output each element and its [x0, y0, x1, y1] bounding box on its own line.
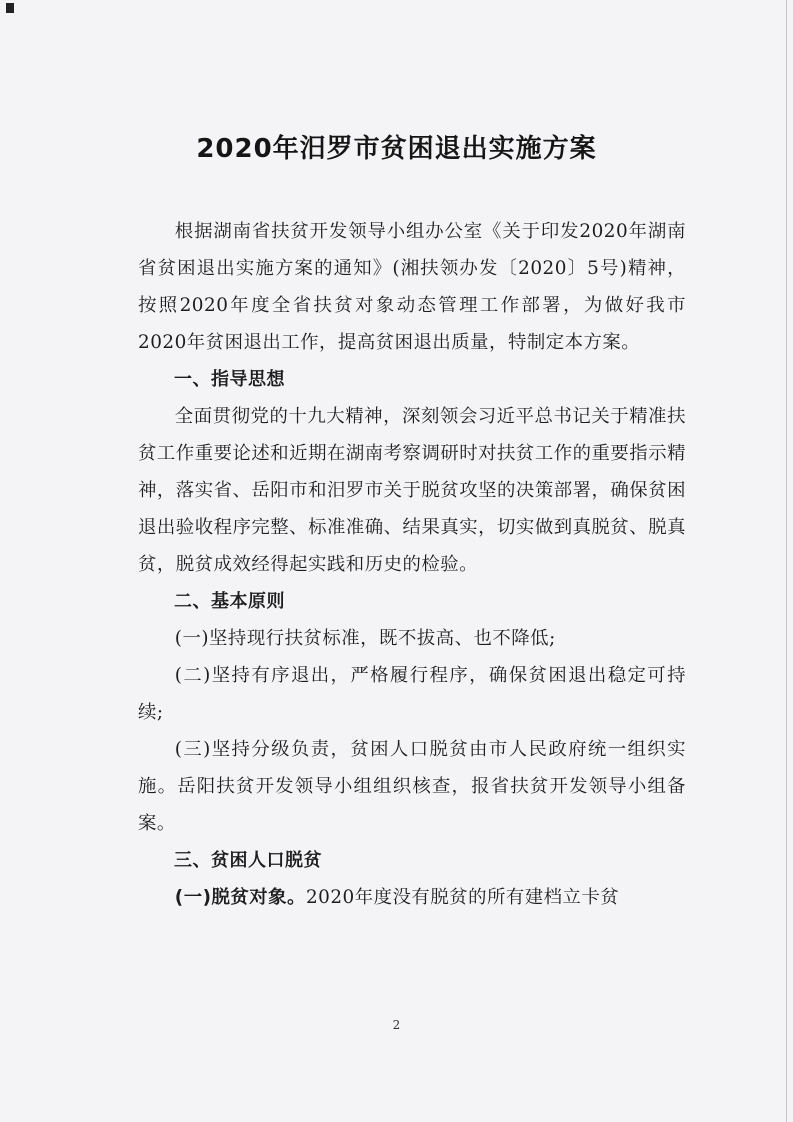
intro-paragraph: 根据湖南省扶贫开发领导小组办公室《关于印发2020年湖南省贫困退出实施方案的通知》(湘扶领办发〔2020〕5号)精神，按照2020年度全省扶贫对象动态管理工作部署，为做好我市2020年贫困退出工作，提高贫困退出质量，特制定本方案。: [138, 221, 686, 353]
section-heading-guiding-ideology: 一、指导思想: [174, 369, 285, 390]
document-title: 2020年汨罗市贫困退出实施方案: [196, 134, 597, 164]
guiding-ideology-paragraph: 全面贯彻党的十九大精神，深刻领会习近平总书记关于精准扶贫工作重要论述和近期在湖南考察调研时对扶贫工作的重要指示精神，落实省、岳阳市和汨罗市关于脱贫攻坚的决策部署，确保贫困退出验收程序完整、标准准确、结果真实，切实做到真脱贫、脱真贫，脱贫成效经得起实践和历史的检验。: [138, 406, 686, 575]
item-label: (一)脱贫对象。: [174, 887, 306, 908]
scan-edge-line: [786, 0, 787, 1122]
poverty-exit-item-1: [138, 879, 686, 916]
section-heading-basic-principles: 二、基本原则: [174, 591, 285, 612]
principle-item-2: (二)坚持有序退出，严格履行程序，确保贫困退出稳定可持续;: [138, 665, 686, 723]
scan-corner-mark: [6, 3, 14, 13]
principle-item-1: (一)坚持现行扶贫标准，既不拔高、也不降低;: [174, 628, 556, 649]
section-heading-poverty-exit: 三、贫困人口脱贫: [174, 850, 322, 871]
principle-item-3: (三)坚持分级负责，贫困人口脱贫由市人民政府统一组织实施。岳阳扶贫开发领导小组组织核查，报省扶贫开发领导小组备案。: [138, 739, 686, 834]
page-number: 2: [392, 1018, 401, 1032]
document-body: [138, 213, 686, 916]
item-text: 2020年度没有脱贫的所有建档立卡贫: [305, 887, 620, 908]
